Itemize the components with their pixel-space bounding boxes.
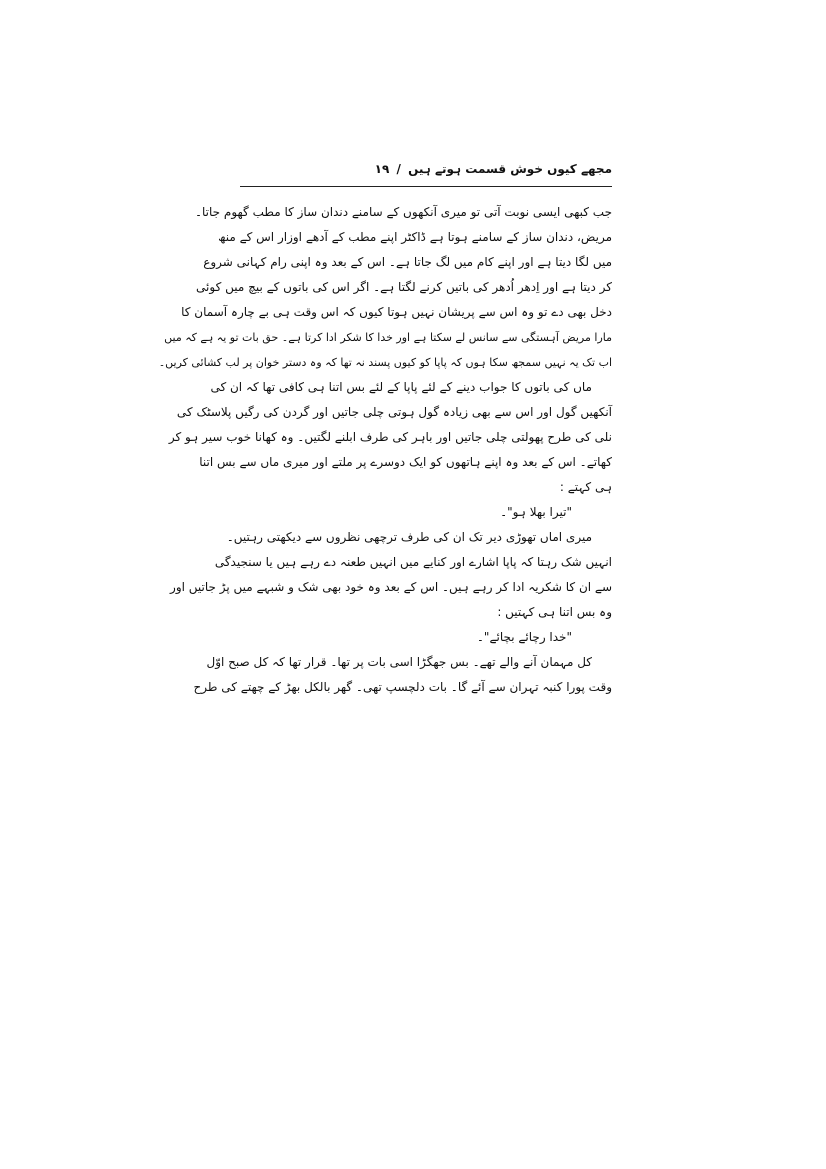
text-line: آنکھیں گول اور اس سے بھی زیادہ گول ہوتی چلی جاتیں اور گردن کی رگیں پلاسٹک کی xyxy=(176,405,612,419)
text-line: انہیں شک رہتا کہ پاپا اشارے اور کنایے میں انہیں طعنہ دے رہے ہیں یا سنجیدگی xyxy=(214,555,612,569)
quote-line: "خدا رچائے بچائے"۔ xyxy=(476,630,572,644)
text-line: جب کبھی ایسی نوبت آتی تو میری آنکھوں کے سامنے دندان ساز کا مطب گھوم جاتا۔ xyxy=(194,205,612,219)
text-line: وقت پورا کنبہ تہران سے آئے گا۔ بات دلچسپ تھی۔ گھر بالکل بھڑ کے چھتے کی طرح xyxy=(193,680,612,694)
text-line: اب تک یہ نہیں سمجھ سکا ہوں کہ پاپا کو کیوں پسند نہ تھا کہ وہ دستر خوان پر لب کشائی کریں۔ xyxy=(158,356,612,369)
text-line: ماں کی باتوں کا جواب دینے کے لئے پاپا کے لئے بس اتنا ہی کافی تھا کہ ان کی xyxy=(210,380,592,394)
body-text xyxy=(158,200,612,700)
text-line: میری اماں تھوڑی دیر تک ان کی طرف ترچھی نظروں سے دیکھتی رہتیں۔ xyxy=(226,530,592,544)
text-line: سے ان کا شکریہ ادا کر رہے ہیں۔ اس کے بعد وہ خود بھی شک و شبہے میں پڑ جاتیں اور xyxy=(170,580,612,594)
text-line: مریض، دندان ساز کے سامنے ہوتا ہے ڈاکٹر اپنے مطب کے آدھے اوزار اس کے منھ xyxy=(218,230,612,244)
text-line: کھاتے۔ اس کے بعد وہ اپنے ہاتھوں کو ایک دوسرے پر ملتے اور میری ماں سے بس اتنا xyxy=(199,455,612,469)
text-line: نلی کی طرح پھولتی چلی جاتیں اور باہر کی طرف ابلنے لگتیں۔ وہ کھانا خوب سیر ہو کر xyxy=(168,430,612,444)
text-line: کر دیتا ہے اور اِدھر اُدھر کی باتیں کرنے لگتا ہے۔ اگر اس کی باتوں کے بیچ میں کوئی xyxy=(196,280,612,294)
text-line: مارا مریض آہستگی سے سانس لے سکتا ہے اور خدا کا شکر ادا کرتا ہے۔ حق بات تو یہ ہے کہ میں xyxy=(164,331,612,344)
text-line: دخل بھی دے تو وہ اس سے پریشان نہیں ہوتا کیوں کہ اس وقت ہی بے چارہ آسمان کا xyxy=(181,305,612,319)
text-line: میں لگا دیتا ہے اور اپنے کام میں لگ جاتا ہے۔ اس کے بعد وہ اپنی رام کہانی شروع xyxy=(203,255,612,269)
page-number: ۱۹ xyxy=(374,162,390,176)
quote-line: "تیرا بھلا ہو"۔ xyxy=(500,505,572,519)
header-title-group xyxy=(375,162,612,176)
header-separator: / xyxy=(396,162,401,176)
running-header xyxy=(240,162,612,182)
chapter-title: مجھے کیوں خوش قسمت ہوتے ہیں xyxy=(408,162,612,176)
header-rule xyxy=(240,186,612,187)
text-line: وہ بس اتنا ہی کہتیں : xyxy=(497,605,612,619)
text-line: کل مہمان آنے والے تھے۔ بس جھگڑا اسی بات پر تھا۔ قرار تھا کہ کل صبح اوّل xyxy=(206,655,592,669)
text-line: ہی کہتے : xyxy=(559,480,612,494)
